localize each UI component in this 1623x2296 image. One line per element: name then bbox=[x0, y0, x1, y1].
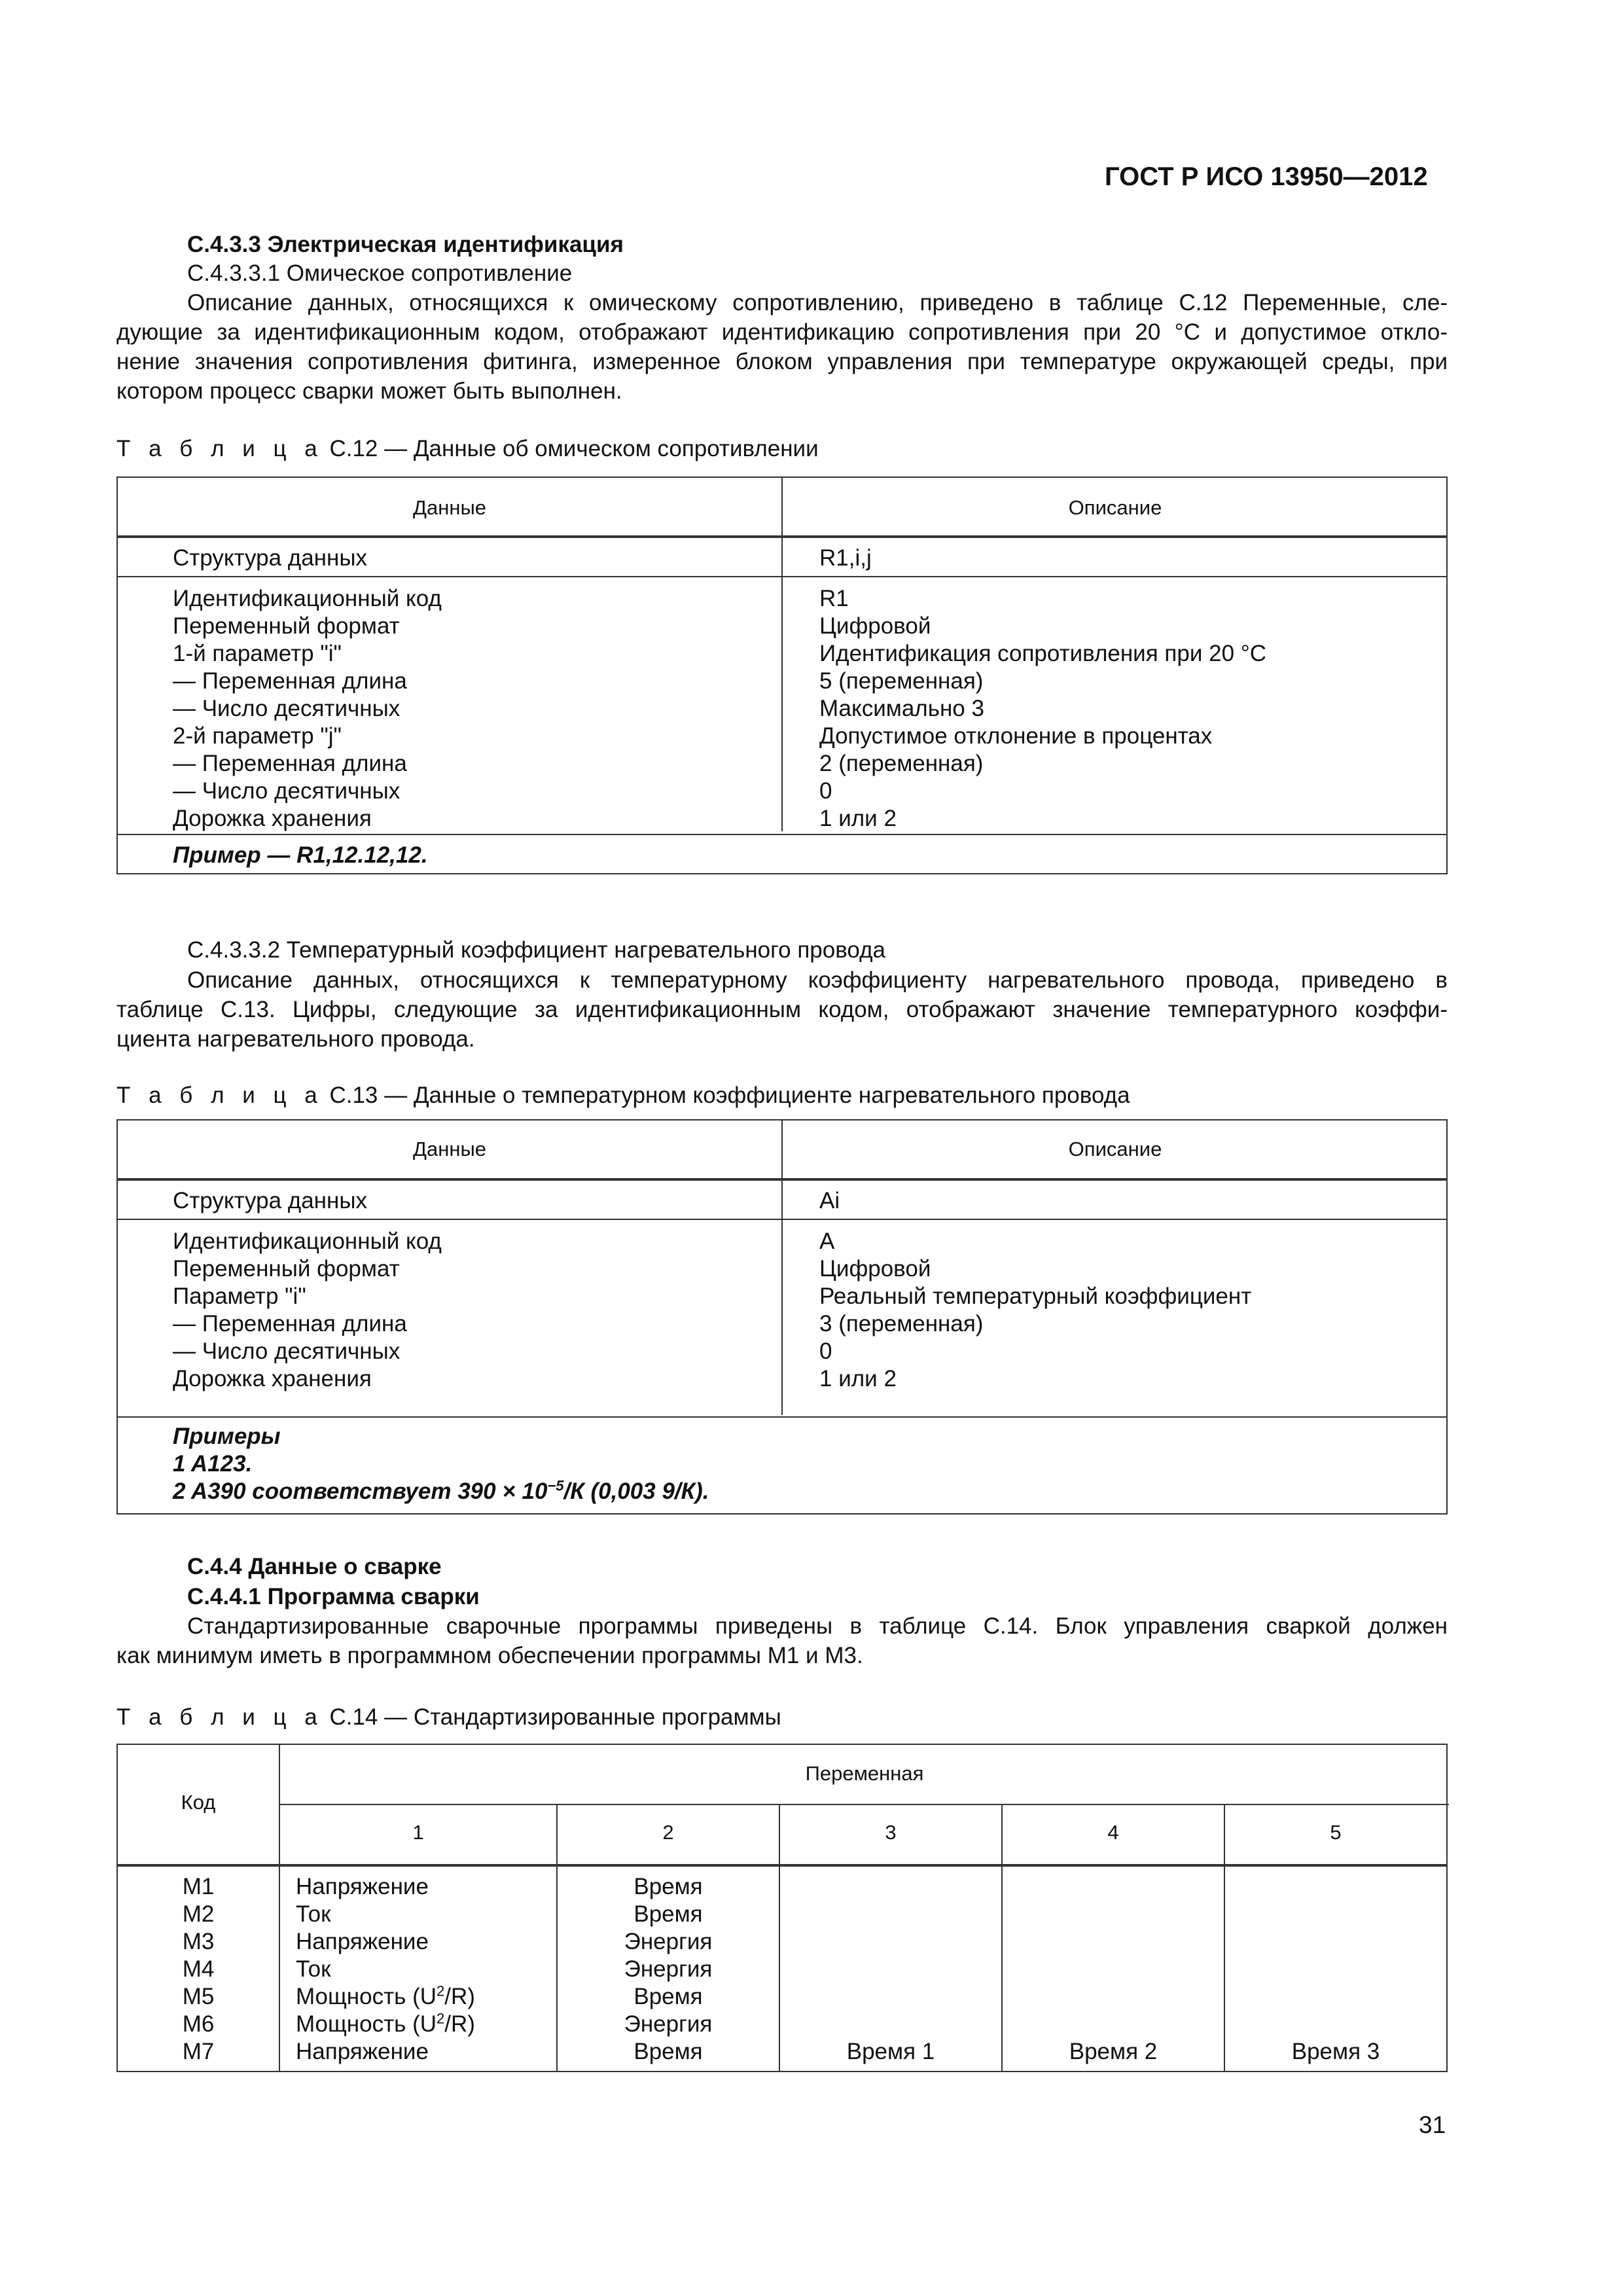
cell-text: Энергия bbox=[624, 1929, 713, 1954]
variable-1-column bbox=[296, 1873, 475, 2066]
cell-text: — Переменная длина bbox=[173, 1311, 407, 1336]
table-c12 bbox=[116, 476, 1448, 874]
cell-text: Цифровой bbox=[819, 613, 931, 639]
cell-text: Время bbox=[633, 1901, 703, 1927]
variable-col-header: 1 bbox=[412, 1821, 424, 1844]
table-row-left bbox=[173, 585, 442, 833]
example-2-exponent: −5 bbox=[547, 1477, 564, 1494]
variable-3-cell: Время 1 bbox=[846, 2039, 935, 2064]
table-caption-c12 bbox=[116, 436, 819, 462]
row-divider bbox=[118, 1219, 1446, 1220]
column-divider bbox=[781, 1121, 783, 1415]
structure-label: Структура данных bbox=[173, 1188, 367, 1213]
example-2 bbox=[173, 1478, 709, 1505]
structure-value: R1,i,j bbox=[819, 545, 872, 571]
cell-text: 0 bbox=[819, 778, 832, 804]
variable-col-header: 3 bbox=[885, 1821, 897, 1844]
cell-text-main: Мощность (U bbox=[296, 1984, 437, 2009]
paragraph-line: Стандартизированные сварочные программы приведены в таблице С.14. Блок управления сваркой должен bbox=[187, 1613, 1448, 1639]
header-divider bbox=[118, 1864, 1446, 1867]
paragraph-line: Описание данных, относящихся к омическому сопротивлению, приведено в таблице С.12 Переменные, сле- bbox=[187, 290, 1448, 315]
column-header: Описание bbox=[1068, 496, 1162, 519]
column-header: Данные bbox=[413, 496, 486, 519]
superscript: 2 bbox=[437, 1982, 445, 2000]
table-caption-c14 bbox=[116, 1704, 781, 1731]
cell-text: R1 bbox=[819, 586, 849, 611]
cell-text: Энергия bbox=[624, 2011, 713, 2037]
section-title-c44: С.4.4 Данные о сварке bbox=[187, 1554, 442, 1579]
variable-2-column bbox=[558, 1873, 779, 2066]
column-header: Данные bbox=[413, 1138, 486, 1160]
cell-text: — Число десятичных bbox=[173, 778, 401, 804]
cell-text: Напряжение bbox=[296, 1929, 429, 1954]
paragraph-line: как минимум иметь в программном обеспечении программы М1 и М3. bbox=[116, 1643, 863, 1668]
header-divider bbox=[279, 1804, 1449, 1805]
cell-text-tail: /R) bbox=[444, 1984, 475, 2009]
cell-text-main: Мощность (U bbox=[296, 2011, 437, 2037]
cell-text: 2-й параметр "j" bbox=[173, 723, 342, 749]
cell-text: 0 bbox=[819, 1338, 832, 1364]
cell-text: Время bbox=[633, 2039, 703, 2064]
examples-title: Примеры bbox=[173, 1424, 281, 1449]
cell-text: 1-й параметр "i" bbox=[173, 641, 342, 666]
cell-text: Ток bbox=[296, 1901, 331, 1927]
cell-text: Дорожка хранения bbox=[173, 806, 372, 831]
subsection-title-c4332: С.4.3.3.2 Температурный коэффициент нагревательного провода bbox=[187, 937, 885, 963]
caption-prefix: Т а б л и ц а bbox=[116, 1083, 323, 1108]
variable-col-header: 2 bbox=[662, 1821, 674, 1844]
column-divider bbox=[279, 1745, 280, 2071]
paragraph-line: дующие за идентификационным кодом, отображают идентификацию сопротивления при 20 °С и допустимое откло- bbox=[116, 319, 1448, 345]
code-cell: М6 bbox=[182, 2011, 215, 2037]
caption-text: С.14 — Стандартизированные программы bbox=[329, 1704, 781, 1730]
row-divider bbox=[118, 576, 1446, 577]
cell-text: Идентификационный код bbox=[173, 1229, 442, 1254]
table-example: Пример — R1,12.12,12. bbox=[173, 842, 428, 868]
cell-text: 1 или 2 bbox=[819, 1366, 897, 1391]
paragraph-line: нение значения сопротивления фитинга, измеренное блоком управления при температуре окружающей среды, при bbox=[116, 349, 1448, 374]
paragraph-temp-coeff bbox=[116, 965, 1448, 1054]
table-c13 bbox=[116, 1119, 1448, 1515]
cell-text: 1 или 2 bbox=[819, 806, 897, 831]
cell-text: Дорожка хранения bbox=[173, 1366, 372, 1391]
code-cell: М3 bbox=[182, 1929, 215, 1954]
paragraph-line: котором процесс сварки может быть выполнен. bbox=[116, 378, 622, 404]
column-header: Описание bbox=[1068, 1138, 1162, 1160]
example-1: 1 A123. bbox=[173, 1451, 253, 1477]
code-cell: М1 bbox=[182, 1874, 215, 1899]
row-divider bbox=[118, 1416, 1446, 1418]
code-cell: М2 bbox=[182, 1901, 215, 1927]
caption-prefix: Т а б л и ц а bbox=[116, 436, 323, 461]
header-divider bbox=[118, 535, 1446, 538]
table-row-right bbox=[819, 1228, 1251, 1393]
variable-header: Переменная bbox=[805, 1762, 924, 1785]
table-row-left bbox=[173, 1228, 442, 1393]
superscript: 2 bbox=[437, 2010, 445, 2027]
cell-text: Параметр "i" bbox=[173, 1283, 306, 1309]
variable-col-header: 5 bbox=[1330, 1821, 1342, 1844]
section-title-c433: С.4.3.3 Электрическая идентификация bbox=[187, 232, 624, 257]
structure-label: Структура данных bbox=[173, 545, 367, 571]
row-divider bbox=[118, 834, 1446, 835]
example-2-text: 2 A390 соответствует 390 × 10 bbox=[173, 1479, 548, 1504]
code-header: Код bbox=[181, 1791, 216, 1814]
table-caption-c13 bbox=[116, 1083, 1130, 1109]
cell-text bbox=[296, 2011, 475, 2038]
cell-text: Напряжение bbox=[296, 2039, 429, 2064]
document-header: ГОСТ Р ИСО 13950—2012 bbox=[1105, 162, 1428, 191]
structure-value: Ai bbox=[819, 1188, 840, 1213]
cell-text: Энергия bbox=[624, 1956, 713, 1982]
cell-text: Цифровой bbox=[819, 1256, 931, 1282]
cell-text: A bbox=[819, 1229, 835, 1254]
subsection-title-c4331: С.4.3.3.1 Омическое сопротивление bbox=[187, 260, 573, 286]
cell-text: Переменный формат bbox=[173, 1256, 400, 1282]
subsection-title-c441: С.4.4.1 Программа сварки bbox=[187, 1584, 480, 1609]
cell-text: Допустимое отклонение в процентах bbox=[819, 723, 1213, 749]
variable-5-cell: Время 3 bbox=[1291, 2039, 1380, 2064]
cell-text: Напряжение bbox=[296, 1874, 429, 1899]
cell-text: 5 (переменная) bbox=[819, 668, 984, 694]
cell-text: Максимально 3 bbox=[819, 696, 984, 721]
cell-text: — Число десятичных bbox=[173, 696, 401, 721]
cell-text: Идентификационный код bbox=[173, 586, 442, 611]
cell-text: Переменный формат bbox=[173, 613, 400, 639]
code-column bbox=[118, 1873, 279, 2066]
page-number: 31 bbox=[1419, 2111, 1446, 2138]
cell-text bbox=[296, 1983, 475, 2011]
header-divider bbox=[118, 1178, 1446, 1181]
cell-text: Ток bbox=[296, 1956, 331, 1982]
table-examples bbox=[173, 1423, 709, 1505]
code-cell: М5 bbox=[182, 1984, 215, 2009]
caption-text: С.13 — Данные о температурном коэффициенте нагревательного провода bbox=[329, 1083, 1130, 1108]
code-cell: М4 bbox=[182, 1956, 215, 1982]
caption-prefix: Т а б л и ц а bbox=[116, 1704, 323, 1730]
cell-text: 2 (переменная) bbox=[819, 751, 984, 776]
paragraph-line: циента нагревательного провода. bbox=[116, 1026, 475, 1052]
cell-text: Идентификация сопротивления при 20 °С bbox=[819, 641, 1267, 666]
variable-col-header: 4 bbox=[1107, 1821, 1119, 1844]
cell-text: Время bbox=[633, 1984, 703, 2009]
code-cell: М7 bbox=[182, 2039, 215, 2064]
cell-text: Реальный температурный коэффициент bbox=[819, 1283, 1252, 1309]
cell-text: Время bbox=[633, 1874, 703, 1899]
paragraph-line: Описание данных, относящихся к температурному коэффициенту нагревательного провода, приведено в bbox=[187, 967, 1448, 993]
column-divider bbox=[781, 478, 783, 831]
variable-4-cell: Время 2 bbox=[1069, 2039, 1158, 2064]
paragraph-ohmic bbox=[116, 288, 1448, 406]
caption-text: С.12 — Данные об омическом сопротивлении bbox=[329, 436, 819, 461]
example-2-tail: /К (0,003 9/К). bbox=[563, 1479, 709, 1504]
table-row-right bbox=[819, 585, 1266, 833]
paragraph-line: таблице С.13. Цифры, следующие за идентификационным кодом, отображают значение температурного коэффи- bbox=[116, 997, 1448, 1022]
cell-text: — Число десятичных bbox=[173, 1338, 401, 1364]
cell-text-tail: /R) bbox=[444, 2011, 475, 2037]
cell-text: 3 (переменная) bbox=[819, 1311, 984, 1336]
cell-text: — Переменная длина bbox=[173, 751, 407, 776]
paragraph-weld-programs bbox=[116, 1611, 1448, 1670]
table-c14 bbox=[116, 1744, 1448, 2072]
cell-text: — Переменная длина bbox=[173, 668, 407, 694]
